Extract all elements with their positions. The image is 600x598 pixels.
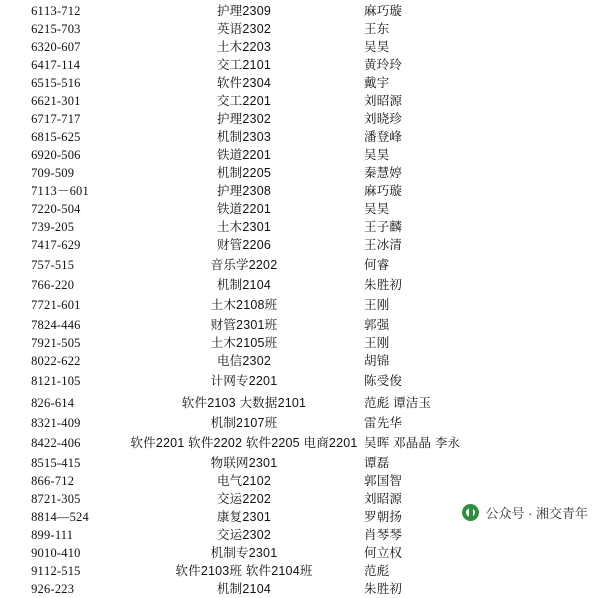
row-index: 86 xyxy=(31,474,44,488)
row-class: 英语2302 xyxy=(216,22,271,36)
row-name: 王东 xyxy=(364,22,390,36)
row-index: 65 xyxy=(31,76,44,90)
row-name: 范彪 谭洁玉 xyxy=(364,396,432,410)
watermark xyxy=(458,500,592,525)
table-row xyxy=(0,2,600,20)
table-row xyxy=(0,92,600,110)
row-index: 74 xyxy=(31,238,44,252)
row-index: 62 xyxy=(31,22,44,36)
row-code: 17-114 xyxy=(44,58,81,72)
row-class: 铁道2201 xyxy=(216,202,271,216)
table-row xyxy=(0,38,600,56)
row-name: 王子麟 xyxy=(364,220,403,234)
table-row xyxy=(0,236,600,254)
row-code: 22-622 xyxy=(44,354,81,368)
row-name: 胡锦 xyxy=(364,354,390,368)
row-index: 83 xyxy=(31,416,44,430)
row-index: 68 xyxy=(31,130,44,144)
row-name: 刘晓珍 xyxy=(364,112,403,126)
row-index: 61 xyxy=(31,4,44,18)
row-index: 67 xyxy=(31,112,44,126)
row-index: 88 xyxy=(31,510,44,524)
row-name: 雷先华 xyxy=(364,416,403,430)
row-code: 14—524 xyxy=(44,510,89,524)
row-class: 财管2206 xyxy=(216,238,271,252)
row-index: 64 xyxy=(31,58,44,72)
table-row xyxy=(0,414,600,432)
row-code: 15-625 xyxy=(44,130,81,144)
row-class: 机制2205 xyxy=(216,166,271,180)
row-index: 75 xyxy=(31,258,44,272)
table-row xyxy=(0,562,600,580)
row-class: 计网专2201 xyxy=(210,374,278,388)
row-name: 潘登峰 xyxy=(364,130,403,144)
row-code: 6-223 xyxy=(44,582,75,596)
row-index: 63 xyxy=(31,40,44,54)
watermark-label: 公众号 · 湘交青年 xyxy=(485,506,588,521)
row-class: 土木2108班 xyxy=(210,298,278,312)
row-code: 15-415 xyxy=(44,456,81,470)
row-code: 20-607 xyxy=(44,40,81,54)
wechat-official-account-icon xyxy=(462,504,479,521)
row-name: 范彪 xyxy=(364,564,390,578)
table-row xyxy=(0,392,600,414)
row-code: 6-614 xyxy=(44,396,75,410)
row-class: 护理2308 xyxy=(216,184,271,198)
table-row xyxy=(0,544,600,562)
row-code: 9-509 xyxy=(44,166,75,180)
row-code: 12-515 xyxy=(44,564,81,578)
row-code: 22-406 xyxy=(44,436,81,450)
row-name: 陈受俊 xyxy=(364,374,403,388)
row-name: 朱胜初 xyxy=(364,278,403,292)
row-code: 24-446 xyxy=(44,318,81,332)
row-class: 机制2303 xyxy=(216,130,271,144)
row-code: 21-505 xyxy=(44,336,81,350)
table-row xyxy=(0,526,600,544)
row-name: 郭强 xyxy=(364,318,390,332)
table-row xyxy=(0,200,600,218)
row-name: 刘昭源 xyxy=(364,492,403,506)
table-row xyxy=(0,352,600,370)
row-class: 机制2107班 xyxy=(210,416,278,430)
row-name: 吴昊 xyxy=(364,202,390,216)
row-index: 76 xyxy=(31,278,44,292)
row-class: 软件2304 xyxy=(216,76,271,90)
table-row xyxy=(0,74,600,92)
table-row xyxy=(0,276,600,294)
row-code: 21-601 xyxy=(44,298,81,312)
row-code: 20-506 xyxy=(44,148,81,162)
row-class: 护理2302 xyxy=(216,112,271,126)
row-name: 麻巧璇 xyxy=(364,184,403,198)
row-index: 71 xyxy=(31,184,44,198)
row-name: 刘昭源 xyxy=(364,94,403,108)
row-code: 6-712 xyxy=(44,474,75,488)
row-code: 21-409 xyxy=(44,416,81,430)
row-index: 89 xyxy=(31,528,44,542)
table-row xyxy=(0,334,600,352)
table-row xyxy=(0,20,600,38)
row-code: 21-301 xyxy=(44,94,81,108)
row-class: 机制2104 xyxy=(216,278,271,292)
row-index: 78 xyxy=(31,318,44,332)
row-class: 铁道2201 xyxy=(216,148,271,162)
row-class: 软件2103 大数据2101 xyxy=(181,396,307,410)
row-index: 73 xyxy=(31,220,44,234)
table-row xyxy=(0,182,600,200)
row-class: 软件2201 软件2202 软件2205 电商2201 xyxy=(130,436,358,450)
row-index: 84 xyxy=(31,436,44,450)
row-code: 13－601 xyxy=(44,184,89,198)
table-row xyxy=(0,254,600,276)
row-code: 17-629 xyxy=(44,238,81,252)
row-class: 音乐学2202 xyxy=(210,258,278,272)
row-name: 何立权 xyxy=(364,546,403,560)
row-name: 谭磊 xyxy=(364,456,390,470)
row-code: 9-111 xyxy=(44,528,74,542)
table-row xyxy=(0,164,600,182)
row-index: 77 xyxy=(31,298,44,312)
row-name: 郭国智 xyxy=(364,474,403,488)
row-name: 戴宇 xyxy=(364,76,390,90)
row-class: 护理2309 xyxy=(216,4,271,18)
row-name: 何睿 xyxy=(364,258,390,272)
row-name: 肖琴琴 xyxy=(364,528,403,542)
row-index: 72 xyxy=(31,202,44,216)
row-name: 麻巧璇 xyxy=(364,4,403,18)
row-index: 66 xyxy=(31,94,44,108)
table-row xyxy=(0,370,600,392)
row-name: 王刚 xyxy=(364,336,390,350)
row-class: 电气2102 xyxy=(216,474,271,488)
row-class: 财管2301班 xyxy=(210,318,278,332)
row-code: 7-515 xyxy=(44,258,75,272)
row-name: 吴昊 xyxy=(364,40,390,54)
row-code: 15-703 xyxy=(44,22,81,36)
row-name: 秦慧婷 xyxy=(364,166,403,180)
row-name: 罗朝扬 xyxy=(364,510,403,524)
row-code: 6-220 xyxy=(44,278,75,292)
table-row xyxy=(0,580,600,598)
table-row xyxy=(0,294,600,316)
row-class: 交运2302 xyxy=(216,528,271,542)
table-row xyxy=(0,472,600,490)
row-class: 机制2104 xyxy=(216,582,271,596)
row-class: 物联网2301 xyxy=(210,456,278,470)
table-row xyxy=(0,316,600,334)
row-code: 17-717 xyxy=(44,112,81,126)
row-class: 电信2302 xyxy=(216,354,271,368)
row-index: 79 xyxy=(31,336,44,350)
row-index: 69 xyxy=(31,148,44,162)
row-code: 10-410 xyxy=(44,546,81,560)
row-index: 91 xyxy=(31,564,44,578)
row-index: 80 xyxy=(31,354,44,368)
row-index: 87 xyxy=(31,492,44,506)
row-code: 15-516 xyxy=(44,76,81,90)
row-class: 机制专2301 xyxy=(210,546,278,560)
row-class: 土木2105班 xyxy=(210,336,278,350)
row-index: 85 xyxy=(31,456,44,470)
table-row xyxy=(0,110,600,128)
row-class: 土木2301 xyxy=(216,220,271,234)
row-class: 软件2103班 软件2104班 xyxy=(175,564,313,578)
row-index: 82 xyxy=(31,396,44,410)
row-code: 20-504 xyxy=(44,202,81,216)
row-class: 交工2101 xyxy=(216,58,271,72)
row-name: 黄玲玲 xyxy=(364,58,403,72)
table-row xyxy=(0,454,600,472)
row-code: 13-712 xyxy=(44,4,81,18)
row-name: 朱胜初 xyxy=(364,582,403,596)
row-name: 王刚 xyxy=(364,298,390,312)
row-code: 21-305 xyxy=(44,492,81,506)
row-class: 交运2202 xyxy=(216,492,271,506)
table-row xyxy=(0,432,600,454)
table-row xyxy=(0,128,600,146)
row-index: 92 xyxy=(31,582,44,596)
table-row xyxy=(0,146,600,164)
row-name: 王冰清 xyxy=(364,238,403,252)
row-class: 土木2203 xyxy=(216,40,271,54)
row-name: 吴昊 xyxy=(364,148,390,162)
row-code: 21-105 xyxy=(44,374,81,388)
row-code: 9-205 xyxy=(44,220,75,234)
row-class: 康复2301 xyxy=(216,510,271,524)
row-index: 70 xyxy=(31,166,44,180)
row-name: 吴晖 邓晶晶 李永 xyxy=(364,436,461,450)
row-index: 90 xyxy=(31,546,44,560)
row-index: 81 xyxy=(31,374,44,388)
row-class: 交工2201 xyxy=(216,94,271,108)
table-row xyxy=(0,218,600,236)
table-row xyxy=(0,56,600,74)
